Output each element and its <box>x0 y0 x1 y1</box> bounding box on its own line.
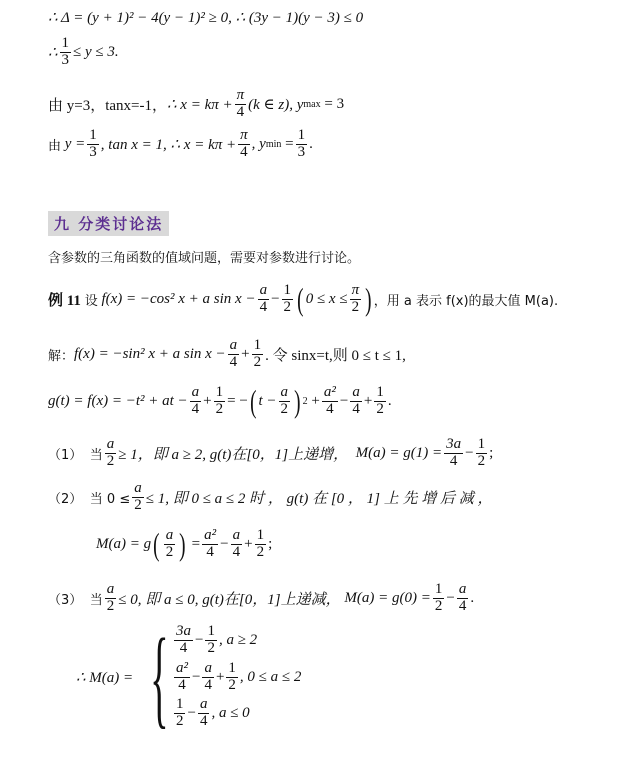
example-pre: 设 <box>84 293 98 309</box>
period: . <box>387 392 392 409</box>
ymin-eq: y = <box>64 135 86 152</box>
section-heading: 九 分类讨论法 <box>48 211 169 236</box>
case-condition: ≤ 1, 即 0 ≤ a ≤ 2 时 ， g(t) 在 [0 ， 1] 上 先 增 后 减 ， <box>145 490 493 507</box>
case-number: （3） <box>48 592 83 608</box>
left-brace: { <box>150 616 169 738</box>
y-range <box>48 36 119 69</box>
min-subscript: min <box>265 138 282 150</box>
piecewise-conclusion <box>76 616 302 738</box>
ymax-value: = 3 <box>324 95 345 112</box>
case-2-result: M(a) = g ( $\frac{a}{2}$ ) = $\frac{\text{a²}}{4}$ − $\frac{a}{4}$ + $\frac{1}{2}$ ; <box>96 526 273 563</box>
example-tail: ，用 a 表示 f(x)的最大值 M(a). <box>373 293 559 309</box>
example-11: 例 11 设 f(x) = −cos² x + a sin x − $\frac{a}{4}$ − $\frac{1}{2}$ ( 0 ≤ x ≤ $\frac{\pi}{2}$ ) ，用 a 表示 f(x)的最大值 M(a). <box>48 281 559 318</box>
piece-1: $\frac{3a}{4}$ − $\frac{1}{2}$ , a ≥ 2 <box>175 623 258 656</box>
ymax-line: 由 y=3，tanx=-1， ∴ x = kπ + $\frac{\pi}{4}$ (k ∈ z), y max = 3 <box>48 87 345 120</box>
case-2: （2） 当 0 ≤ $\frac{a}{2}$ ≤ 1, 即 0 ≤ a ≤ 2 时 ， g(t) 在 [0 ， 1] 上 先 增 后 减 ， <box>48 480 493 513</box>
g-expr: g(t) = f(x) = −t² + at − <box>48 392 188 409</box>
ymin-y: , y <box>251 135 266 152</box>
case-number: （1） <box>48 447 83 463</box>
case-1: （1） 当 $\frac{a}{2}$ ≥ 1，即 a ≥ 2, g(t)在[0，1]上递增， M(a) = g(1) = $\frac{3a}{4}$ − $\frac{1}{2}$ ; <box>48 436 494 469</box>
fraction: $\frac{1}{3}$ <box>61 35 70 68</box>
case-when: 当 <box>89 447 103 463</box>
case-result: M(a) = g(0) = <box>344 589 431 606</box>
case-result: M(a) = g <box>96 535 152 552</box>
equals: = <box>285 135 294 152</box>
period: . <box>309 135 313 152</box>
case-condition: ≥ 1，即 a ≥ 2, g(t)在[0，1]上递增， <box>118 446 349 463</box>
piece-2: $\frac{\text{a²}}{4}$ − $\frac{a}{4}$ + $\frac{1}{2}$ , 0 ≤ a ≤ 2 <box>175 659 302 693</box>
example-expr: f(x) = −cos² x + a sin x − <box>101 290 256 307</box>
case-condition: ≤ 0, 即 a ≤ 0, g(t)在[0，1]上递减， <box>118 591 341 608</box>
ymax-prefix: 由 y=3，tanx=-1， <box>48 97 167 114</box>
ymax-tail: (k ∈ z), y <box>248 96 304 113</box>
delta-inequality: ∴ Δ = (y + 1)² − 4(y − 1)² ≥ 0, ∴ (3y − 1)(y − 3) ≤ 0 <box>48 10 364 26</box>
ymin-math: , tan x = 1, ∴ x = kπ + <box>100 136 237 153</box>
conclusion-prefix: ∴ M(a) = <box>76 669 134 686</box>
piece-condition: , a ≤ 0 <box>211 705 250 721</box>
piece-condition: , 0 ≤ a ≤ 2 <box>239 668 302 685</box>
g-definition: g(t) = f(x) = −t² + at − $\frac{a}{4}$ + $\frac{1}{2}$ = − ( t − $\frac{a}{2}$ ) 2 + $\frac{\text{a²}}{4}$ − $\frac{a}{4}$ + $\frac{1}{2}$ . <box>48 383 392 420</box>
case-when: 当 0 ≤ <box>89 491 131 507</box>
ymax-math: ∴ x = kπ + <box>167 96 233 113</box>
case-when: 当 <box>89 592 103 608</box>
therefore-symbol: ∴ <box>48 44 58 61</box>
case-result: M(a) = g(1) = <box>355 444 443 461</box>
g-equals: = − <box>227 392 248 409</box>
piecewise-cases <box>172 624 301 730</box>
solution-expr: f(x) = −sin² x + a sin x − <box>74 345 226 362</box>
max-subscript: max <box>303 98 321 110</box>
case-3: （3） 当 $\frac{a}{2}$ ≤ 0, 即 a ≤ 0, g(t)在[0，1]上递减， M(a) = g(0) = $\frac{1}{2}$ − $\frac{a}{4}$ . <box>48 581 475 614</box>
piece-condition: , a ≥ 2 <box>218 632 258 648</box>
semicolon: ; <box>489 444 494 461</box>
period: . <box>470 589 475 606</box>
range-text: ≤ y ≤ 3. <box>73 43 119 60</box>
ymin-prefix: 由 <box>48 138 62 154</box>
solution-label: 解： <box>48 348 75 364</box>
example-label: 例 11 <box>48 292 81 309</box>
piece-3: $\frac{1}{2}$ − $\frac{a}{4}$ , a ≤ 0 <box>175 696 250 729</box>
x-range: 0 ≤ x ≤ <box>305 290 348 307</box>
intro-text: 含参数的三角函数的值域问题，需要对参数进行讨论。 <box>48 251 361 266</box>
case-number: （2） <box>48 491 83 507</box>
semicolon: ; <box>268 535 273 552</box>
g-square: t − <box>258 392 277 409</box>
ymin-line: 由 y = $\frac{1}{3}$ , tan x = 1, ∴ x = kπ + $\frac{\pi}{4}$ , y min = $\frac{1}{3}$ . <box>48 127 313 160</box>
substitution-text: . 令 sinx=t,则 0 ≤ t ≤ 1, <box>265 347 406 364</box>
solution-line: 解： f(x) = −sin² x + a sin x − $\frac{a}{4}$ + $\frac{1}{2}$ . 令 sinx=t,则 0 ≤ t ≤ 1, <box>48 337 406 370</box>
